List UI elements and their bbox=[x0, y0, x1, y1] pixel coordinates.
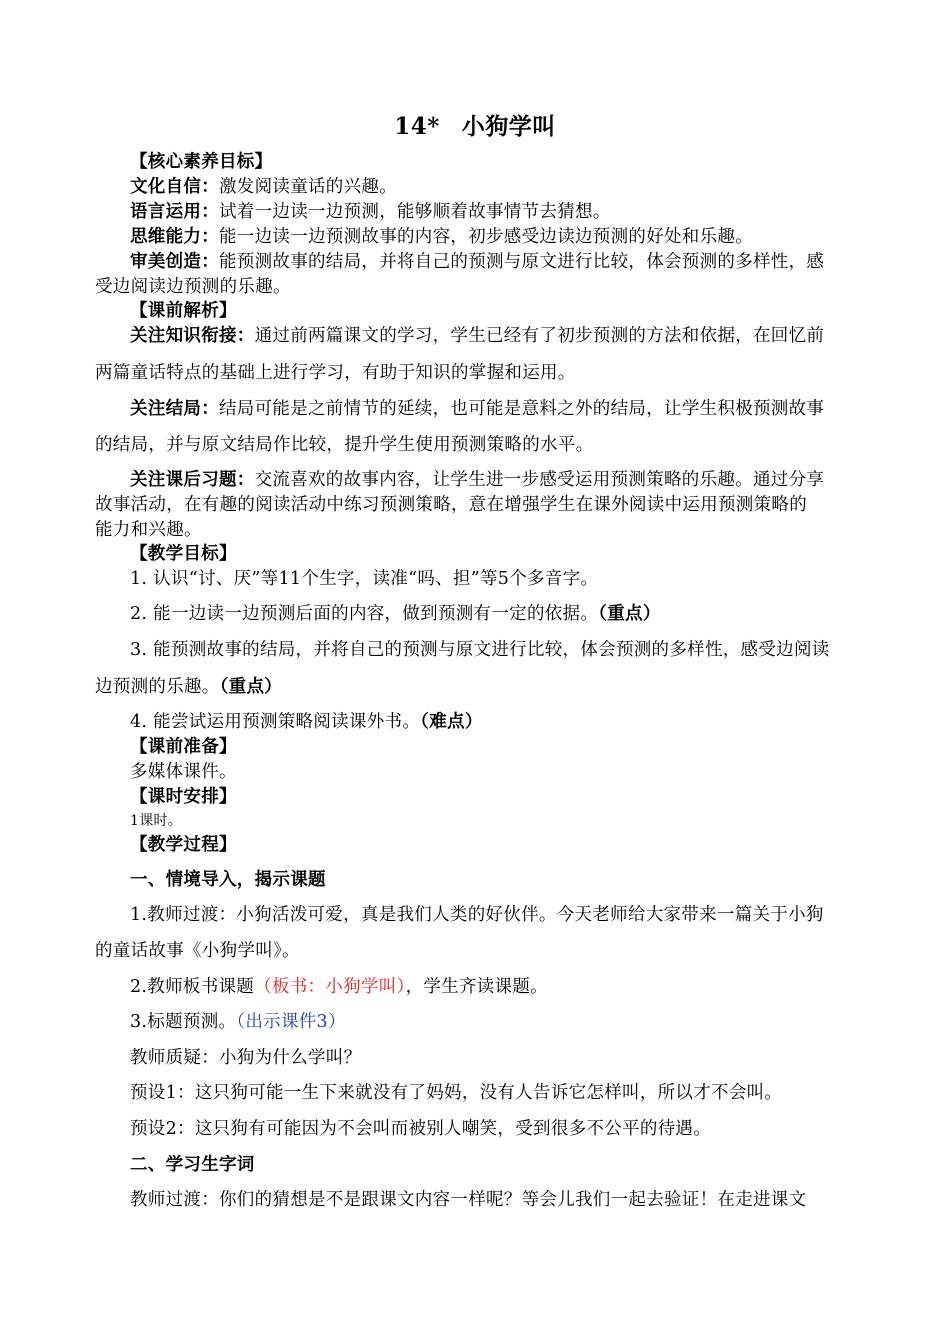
core-goal-item: 思维能力：能一边读一边预测故事的内容，初步感受边读边预测的好处和乐趣。 bbox=[130, 227, 753, 247]
analysis-item-cont: 故事活动，在有趣的阅读活动中练习预测策略，意在增强学生在课外阅读中运用预测策略的 bbox=[95, 495, 807, 515]
part1-paragraph-cont: 的童话故事《小狗学叫》。 bbox=[95, 941, 300, 961]
slide-note: （出示课件3） bbox=[236, 1012, 346, 1032]
analysis-item: 关注知识衔接：通过前两篇课文的学习，学生已经有了初步预测的方法和依据，在回忆前 bbox=[130, 326, 825, 346]
part2-heading: 二、学习生字词 bbox=[130, 1155, 255, 1175]
analysis-item: 关注结局：结局可能是之前情节的延续，也可能是意料之外的结局，让学生积极预测故事 bbox=[130, 399, 825, 419]
core-goal-item: 审美创造：能预测故事的结局，并将自己的预测与原文进行比较，体会预测的多样性，感 bbox=[130, 252, 825, 272]
part1-paragraph: 1.教师过渡：小狗活泼可爱，真是我们人类的好伙伴。今天老师给大家带来一篇关于小狗 bbox=[130, 905, 824, 925]
teaching-goal-item: 3. 能预测故事的结局，并将自己的预测与原文进行比较，体会预测的多样性，感受边阅读 bbox=[130, 640, 830, 660]
section-prep: 【课前准备】 bbox=[130, 737, 237, 757]
section-process: 【教学过程】 bbox=[130, 835, 237, 855]
part2-paragraph: 教师过渡：你们的猜想是不是跟课文内容一样呢？等会儿我们一起去验证！在走进课文 bbox=[130, 1190, 807, 1210]
lesson-title bbox=[0, 112, 950, 142]
part1-paragraph: 2.教师板书课题（板书：小狗学叫），学生齐读课题。 bbox=[130, 977, 548, 997]
core-goal-item: 文化自信：激发阅读童话的兴趣。 bbox=[130, 177, 397, 197]
prep-text: 多媒体课件。 bbox=[130, 762, 237, 782]
teaching-goal-item: 4. 能尝试运用预测策略阅读课外书。（难点） bbox=[130, 712, 483, 732]
teaching-goal-item: 2. 能一边读一边预测后面的内容，做到预测有一定的依据。（重点） bbox=[130, 604, 661, 624]
part1-preset: 预设1：这只狗可能一生下来就没有了妈妈，没有人告诉它怎样叫，所以才不会叫。 bbox=[130, 1083, 783, 1103]
part1-paragraph: 3.标题预测。（出示课件3） bbox=[130, 1012, 346, 1032]
analysis-item-cont: 两篇童话特点的基础上进行学习，有助于知识的掌握和运用。 bbox=[95, 363, 576, 383]
lesson-name: 小狗学叫 bbox=[461, 113, 556, 140]
core-goal-item-cont: 受边阅读边预测的乐趣。 bbox=[95, 277, 291, 297]
analysis-item: 关注课后习题：交流喜欢的故事内容，让学生进一步感受运用预测策略的乐趣。通过分享 bbox=[130, 470, 825, 490]
section-schedule: 【课时安排】 bbox=[130, 787, 237, 807]
section-core-goals: 【核心素养目标】 bbox=[130, 152, 273, 172]
analysis-item-cont: 能力和兴趣。 bbox=[95, 520, 202, 540]
part1-heading: 一、情境导入，揭示课题 bbox=[130, 870, 326, 890]
teaching-goal-item-cont: 边预测的乐趣。（重点） bbox=[95, 677, 283, 697]
lesson-number: 14* bbox=[394, 113, 440, 140]
board-note: （板书：小狗学叫） bbox=[254, 977, 406, 997]
section-teaching-goals: 【教学目标】 bbox=[130, 544, 237, 564]
core-goal-item: 语言运用：试着一边读一边预测，能够顺着故事情节去猜想。 bbox=[130, 202, 611, 222]
part1-question: 教师质疑：小狗为什么学叫？ bbox=[130, 1048, 362, 1068]
part1-preset: 预设2：这只狗有可能因为不会叫而被别人嘲笑，受到很多不公平的待遇。 bbox=[130, 1119, 712, 1139]
schedule-text: 1课时。 bbox=[130, 813, 183, 829]
section-pre-analysis: 【课前解析】 bbox=[130, 301, 237, 321]
analysis-item-cont: 的结局，并与原文结局作比较，提升学生使用预测策略的水平。 bbox=[95, 435, 594, 455]
teaching-goal-item: 1. 认识“讨、厌”等11个生字，读准“吗、担”等5个多音字。 bbox=[130, 569, 599, 589]
